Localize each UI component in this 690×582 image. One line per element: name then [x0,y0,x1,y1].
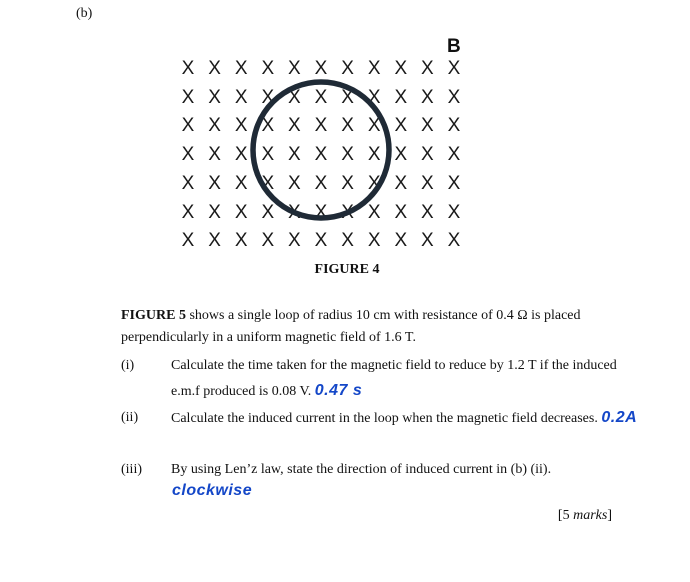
field-into-page-symbol: X [234,230,248,252]
field-into-page-symbol: X [394,58,408,79]
field-into-page-symbol: X [367,115,381,137]
field-into-page-symbol: X [234,115,248,137]
marks-prefix: [5 [557,508,574,523]
field-into-page-symbol: X [234,58,248,79]
field-into-page-symbol: X [288,86,301,108]
field-into-page-symbol: X [447,230,461,252]
field-into-page-symbol: X [208,58,221,79]
field-into-page-symbol: X [181,115,195,137]
field-into-page-symbol: X [421,230,434,252]
marks-allocation [558,508,612,524]
question-body: Calculate the induced current in the loop when the magnetic field decreases. [171,411,598,426]
field-into-page-symbol: X [261,86,275,108]
field-into-page-symbol: X [208,115,221,137]
field-into-page-symbol: X [234,86,248,108]
handwritten-answer: 0.2A [601,409,638,426]
field-into-page-symbol: X [234,201,248,223]
field-into-page-symbol: X [421,201,434,223]
field-into-page-symbol: X [447,201,461,223]
field-into-page-symbol: X [447,58,461,79]
field-into-page-symbol: X [181,172,195,194]
field-into-page-symbol: X [394,230,408,252]
field-into-page-symbol: X [421,86,434,108]
field-into-page-symbol: X [341,172,354,194]
field-into-page-symbol: X [261,58,275,79]
question-text [171,353,641,404]
field-into-page-symbol: X [288,201,301,223]
loop-circle [253,82,389,218]
figure-caption: FIGURE 4 [314,262,380,277]
field-into-page-symbol: X [314,86,328,108]
field-into-page-symbol: X [314,58,328,79]
field-into-page-symbol: X [447,172,461,194]
field-into-page-symbol: X [208,230,221,252]
field-into-page-symbol: X [208,201,221,223]
field-into-page-symbol: X [261,230,275,252]
question-number: (iii) [121,462,142,477]
field-into-page-symbol: X [288,144,301,166]
question-text: By using Len’z law, state the direction of induced current in (b) (ii). [171,462,552,477]
figure-reference: FIGURE 5 [121,308,186,323]
field-into-page-symbol: X [421,115,434,137]
field-into-page-symbol: X [421,172,434,194]
question-intro [121,305,621,349]
field-into-page-symbol: X [208,172,221,194]
field-into-page-symbol: X [181,86,195,108]
intro-text: shows a single loop of radius 10 cm with resistance of 0.4 Ω is placed perpendicularly in a uniform magnetic field of 1.6 T. [121,308,581,345]
field-into-page-symbol: X [288,172,301,194]
field-into-page-symbol: X [208,86,221,108]
question-number: (i) [121,358,135,373]
field-into-page-symbol: X [341,58,354,79]
field-into-page-symbol: X [341,86,354,108]
part-label: (b) [76,6,93,21]
field-into-page-symbol: X [394,172,408,194]
field-into-page-symbol: X [181,201,195,223]
field-into-page-symbol: X [261,201,275,223]
question-number: (ii) [121,410,139,425]
question-text [171,405,641,431]
field-into-page-symbol: X [421,144,434,166]
marks-suffix: ] [607,508,612,523]
marks-word: marks [573,508,608,523]
handwritten-answer: 0.47 s [314,382,363,399]
field-into-page-symbol: X [341,201,354,223]
field-into-page-symbol: X [314,172,328,194]
field-into-page-symbol: X [367,230,381,252]
field-into-page-symbol: X [394,144,408,166]
field-into-page-symbol: X [447,115,461,137]
field-into-page-symbol: X [261,172,275,194]
field-into-page-symbol: X [447,86,461,108]
field-into-page-symbol: X [367,58,381,79]
question-body: Calculate the time taken for the magnetic field to reduce by 1.2 T if the induced e.m.f produced is 0.08 V. [171,358,617,399]
handwritten-answer: clockwise [172,482,253,499]
field-into-page-symbol: X [341,115,354,137]
field-into-page-symbol: X [234,144,248,166]
field-into-page-symbol: X [394,115,408,137]
field-into-page-symbol: X [367,86,381,108]
field-into-page-symbol: X [447,144,461,166]
field-into-page-symbol: X [314,144,328,166]
field-label-b: B [447,36,461,57]
field-into-page-symbol: X [288,115,301,137]
wire-loop [0,0,690,260]
field-into-page-symbol: X [367,172,381,194]
field-into-page-symbol: X [421,58,434,79]
field-into-page-symbol: X [261,144,275,166]
field-into-page-symbol: X [367,201,381,223]
field-into-page-symbol: X [367,144,381,166]
field-into-page-symbol: X [394,201,408,223]
field-into-page-symbol: X [288,230,301,252]
field-into-page-symbol: X [314,201,328,223]
field-into-page-symbol: X [234,172,248,194]
field-into-page-symbol: X [314,115,328,137]
field-into-page-symbol: X [261,115,275,137]
field-into-page-symbol: X [341,144,354,166]
field-into-page-symbol: X [341,230,354,252]
field-into-page-symbol: X [394,86,408,108]
magnetic-field-figure [0,0,690,277]
field-into-page-symbol: X [181,144,195,166]
field-into-page-symbol: X [288,58,301,79]
field-into-page-symbol: X [181,58,195,79]
field-into-page-symbol: X [181,230,195,252]
field-into-page-symbol: X [314,230,328,252]
field-into-page-symbol: X [208,144,221,166]
